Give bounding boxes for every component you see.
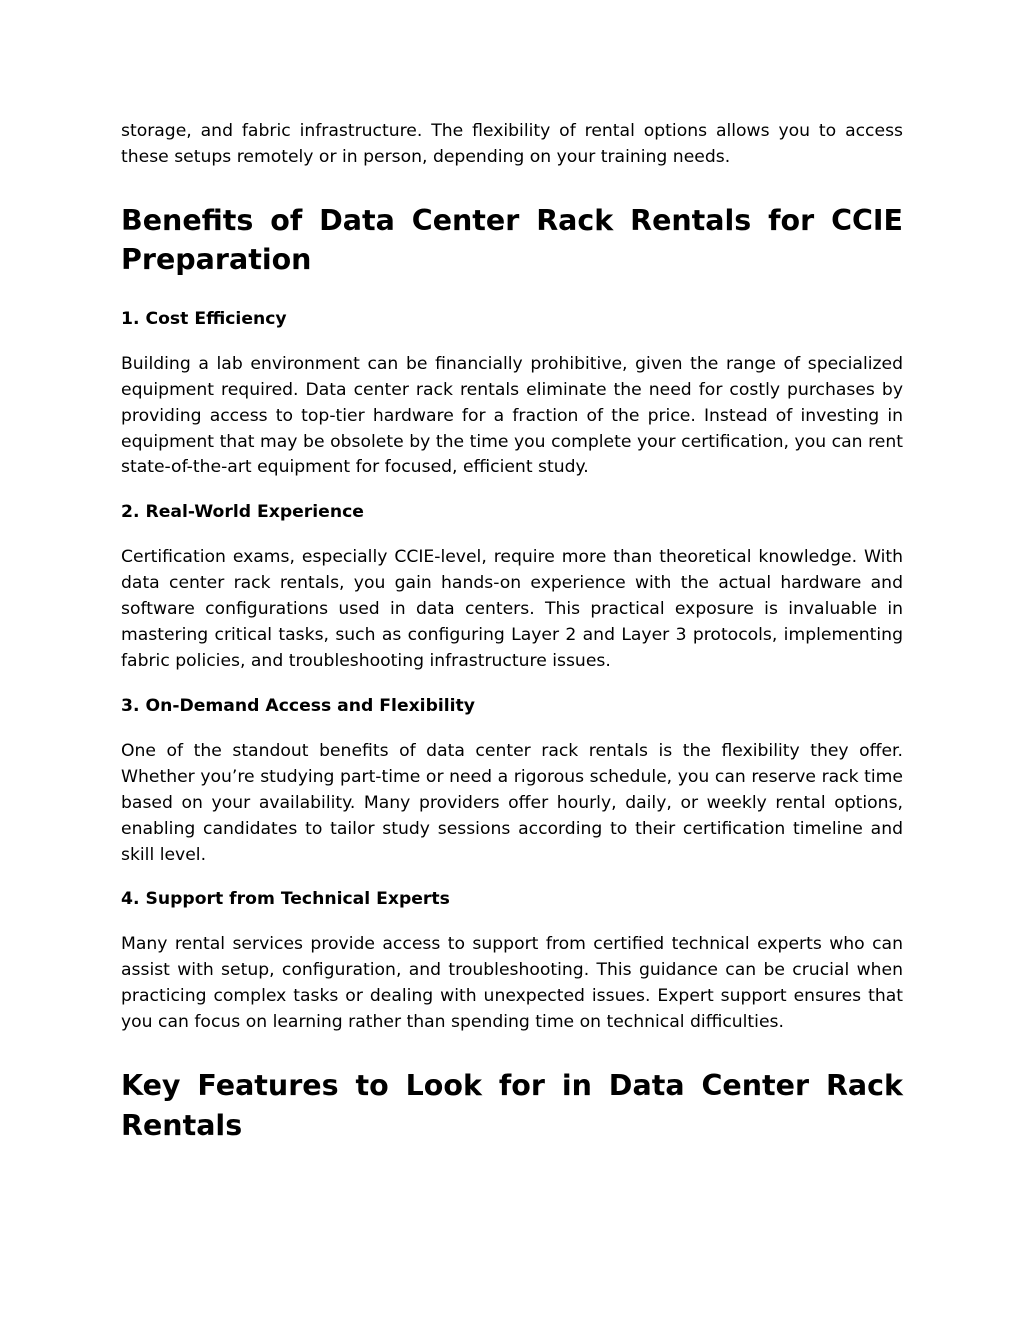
on-demand-access-heading: 3. On-Demand Access and Flexibility xyxy=(121,695,475,716)
technical-experts-heading: 4. Support from Technical Experts xyxy=(121,889,450,910)
cost-efficiency-paragraph: Building a lab environment can be financially prohibitive, given the range of specialized equipment required. Data center rack rentals eliminate the need for costly purchases by providing access to top-tier hardware for a fraction of the price. Instead of investing in equipment that may be obsolete by the time you complete your certification, you can rent state-of-the-art equipment for focused, efficient study. xyxy=(121,353,903,478)
technical-experts-paragraph: Many rental services provide access to support from certified technical experts who can assist with setup, configuration, and troubleshooting. This guidance can be crucial when practicing complex tasks or dealing with unexpected issues. Expert support ensures that you can focus on learning rather than spending time on technical difficulties. xyxy=(121,934,903,1033)
features-section-heading: Key Features to Look for in Data Center Rack Rentals xyxy=(121,1069,903,1142)
cost-efficiency-heading: 1. Cost Efficiency xyxy=(121,308,287,329)
real-world-experience-paragraph: Certification exams, especially CCIE-level, require more than theoretical knowledge. With data center rack rentals, you gain hands-on experience with the actual hardware and software configurations used in data centers. This practical exposure is invaluable in mastering critical tasks, such as configuring Layer 2 and Layer 3 protocols, implementing fabric policies, and troubleshooting infrastructure issues. xyxy=(121,547,903,671)
intro-paragraph: storage, and fabric infrastructure. The flexibility of rental options allows you to access these setups remotely or in person, depending on your training needs. xyxy=(121,121,903,167)
benefits-section-heading: Benefits of Data Center Rack Rentals for CCIE Preparation xyxy=(121,203,903,277)
document-page xyxy=(121,119,903,1145)
real-world-experience-heading: 2. Real-World Experience xyxy=(121,502,364,523)
on-demand-access-paragraph: One of the standout benefits of data center rack rentals is the flexibility they offer. Whether you’re studying part-time or need a rigorous schedule, you can reserve rack time based on your availability. Many providers offer hourly, daily, or weekly rental options, enabling candidates to tailor study sessions according to their certification timeline and skill level. xyxy=(121,740,903,865)
